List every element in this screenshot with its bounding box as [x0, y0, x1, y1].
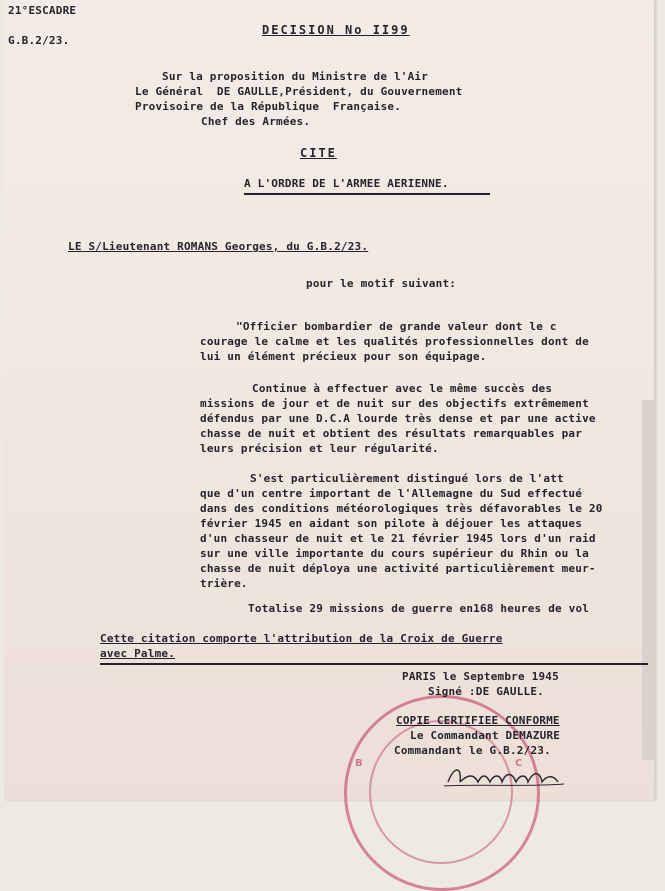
signed-by: Signé :DE GAULLE. [428, 685, 544, 698]
para3-line-4: février 1945 en aidant son pilote à déjouer les attaques [200, 517, 583, 530]
para2-line-2: missions de jour et de nuit sur des objectifs extrêmement [200, 397, 589, 410]
unit-label: G.B.2/23. [8, 34, 70, 47]
para1-line-2: courage le calme et les qualités professionnelles dont de [200, 335, 589, 348]
para3-line-3: dans des conditions météorologiques très défavorables le 20 [200, 502, 603, 515]
decision-title: DECISION No II99 [262, 23, 410, 37]
para3-line-1: S'est particulièrement distingué lors de l'att [250, 472, 564, 485]
certification-title: COPIE CERTIFIEE CONFORME [396, 714, 560, 727]
preamble-line-2: Le Général DE GAULLE,Président, du Gouvernement [135, 85, 463, 98]
cite-title: CITE [300, 146, 337, 160]
citation-line-1: Cette citation comporte l'attribution de la Croix de Guerre [100, 632, 503, 645]
escadre-label: 21°ESCADRE [8, 4, 77, 17]
cite-subtitle: A L'ORDRE DE L'ARMEE AERIENNE. [244, 177, 449, 190]
totals-line: Totalise 29 missions de guerre en168 heures de vol [248, 602, 590, 615]
place-date: PARIS le Septembre 1945 [402, 670, 559, 683]
para2-line-5: leurs précision et leur régularité. [200, 442, 439, 455]
para3-line-8: trière. [200, 577, 248, 590]
certification-commander: Le Commandant DEMAZURE [410, 729, 561, 742]
para3-line-7: chasse de nuit déploya une activité particulièrement meur- [200, 562, 596, 575]
para2-line-4: chasse de nuit et obtient des résultats remarquables par [200, 427, 583, 440]
para3-line-5: d'un chasseur de nuit et le 21 février 1945 lors d'un raid [200, 532, 596, 545]
preamble-line-3: Provisoire de la République Française. [135, 100, 402, 113]
para1-line-1: "Officier bombardier de grande valeur dont le c [236, 320, 557, 333]
citation-line-2: avec Palme. [100, 647, 176, 660]
official-stamp: B C [344, 695, 540, 891]
para3-line-6: sur une ville importante du cours supérieur du Rhin ou la [200, 547, 589, 560]
preamble-line-1: Sur la proposition du Ministre de l'Air [162, 70, 429, 83]
para3-line-2: que d'un centre important de l'Allemagne du Sud effectué [200, 487, 583, 500]
handwritten-signature [444, 760, 604, 790]
motif-line: pour le motif suivant: [306, 277, 457, 290]
para2-line-3: défendus par une D.C.A lourde très dense et par une active [200, 412, 596, 425]
para2-line-1: Continue à effectuer avec le même succès des [252, 382, 553, 395]
recipient: LE S/Lieutenant ROMANS Georges, du G.B.2/23. [68, 240, 369, 253]
document-page [4, 0, 654, 800]
preamble-line-4: Chef des Armées. [201, 115, 311, 128]
paper-edge [642, 400, 654, 760]
certification-unit: Commandant le G.B.2/23. [394, 744, 551, 757]
para1-line-3: lui un élément précieux pour son équipage. [200, 350, 487, 363]
